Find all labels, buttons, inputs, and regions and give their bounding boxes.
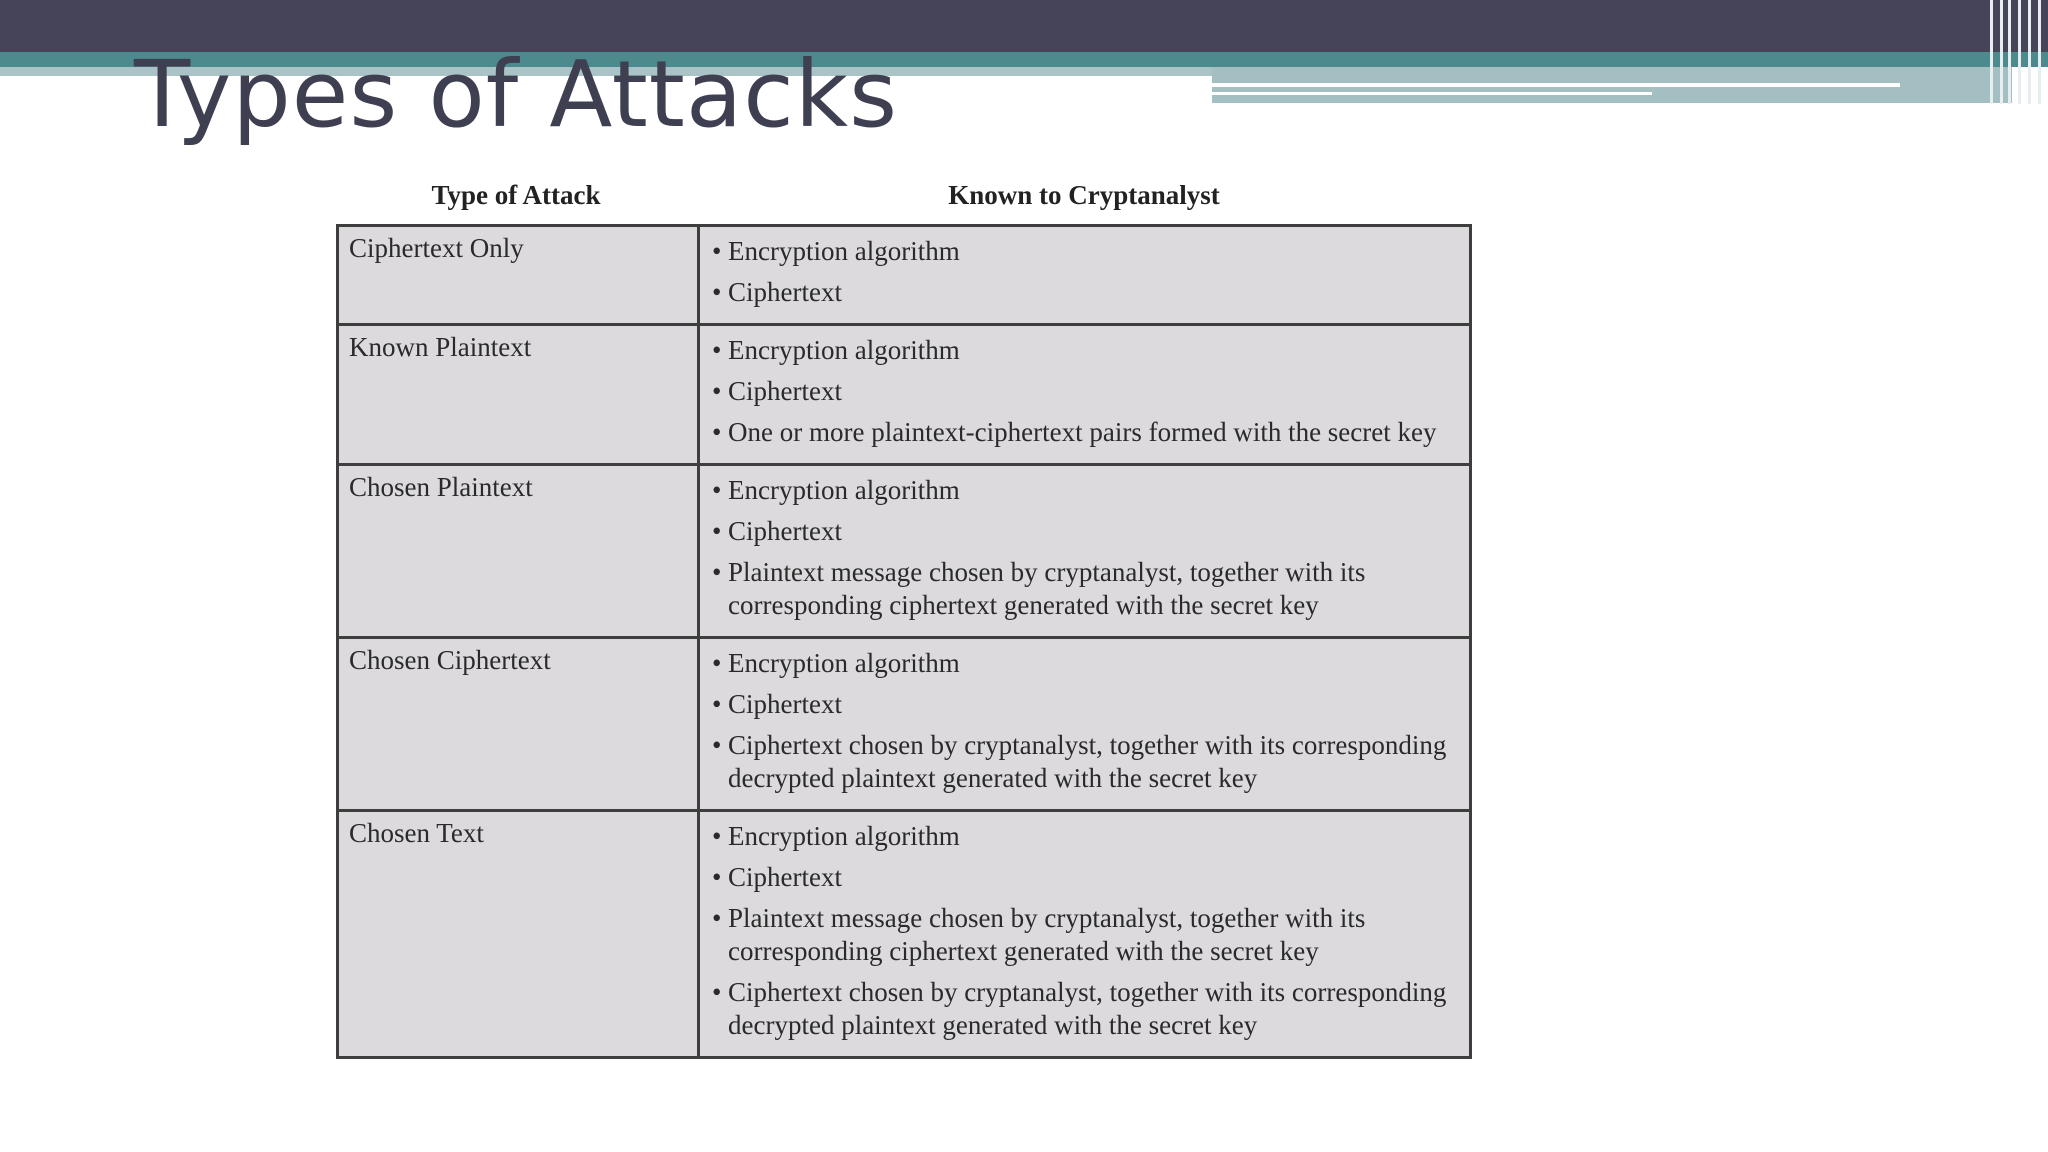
known-info-list <box>710 235 1459 309</box>
known-info-item: • Encryption algorithm <box>710 235 1459 268</box>
header-line <box>1212 92 1652 95</box>
table-row <box>338 226 1471 325</box>
known-info-item: • Ciphertext <box>710 515 1459 548</box>
header-line <box>1212 83 1900 87</box>
known-info-cell <box>699 226 1471 325</box>
attack-type-cell: Chosen Plaintext <box>338 465 699 638</box>
attack-type-cell: Chosen Text <box>338 811 699 1058</box>
known-info-item: • Plaintext message chosen by cryptanalyst, together with its corresponding ciphertext generated with the secret key <box>710 556 1459 622</box>
known-info-item: • Plaintext message chosen by cryptanalyst, together with its corresponding ciphertext generated with the secret key <box>710 902 1459 968</box>
table-column-headers <box>336 178 1472 224</box>
known-info-item: • Ciphertext <box>710 276 1459 309</box>
known-info-item: • Ciphertext chosen by cryptanalyst, together with its corresponding decrypted plaintext generated with the secret key <box>710 729 1459 795</box>
known-info-item: • Encryption algorithm <box>710 820 1459 853</box>
known-info-item: • Encryption algorithm <box>710 647 1459 680</box>
known-info-cell <box>699 811 1471 1058</box>
table-row <box>338 465 1471 638</box>
known-info-item: • Ciphertext <box>710 375 1459 408</box>
attack-type-cell: Known Plaintext <box>338 325 699 465</box>
column-header-type: Type of Attack <box>431 180 601 210</box>
known-info-item: • Ciphertext <box>710 688 1459 721</box>
known-info-list <box>710 820 1459 1042</box>
known-info-list <box>710 647 1459 795</box>
known-info-item: • Ciphertext chosen by cryptanalyst, together with its corresponding decrypted plaintext generated with the secret key <box>710 976 1459 1042</box>
known-info-cell <box>699 465 1471 638</box>
attacks-table-body <box>338 226 1471 1058</box>
attack-type-cell: Chosen Ciphertext <box>338 638 699 811</box>
table-row <box>338 638 1471 811</box>
attack-type-cell: Ciphertext Only <box>338 226 699 325</box>
known-info-cell <box>699 638 1471 811</box>
known-info-item: • Encryption algorithm <box>710 334 1459 367</box>
column-header-known: Known to Cryptanalyst <box>948 180 1220 210</box>
known-info-item: • One or more plaintext-ciphertext pairs formed with the secret key <box>710 416 1459 449</box>
slide-title: Types of Attacks <box>134 41 899 148</box>
known-info-list <box>710 334 1459 449</box>
table-row <box>338 811 1471 1058</box>
known-info-item: • Ciphertext <box>710 861 1459 894</box>
known-info-cell <box>699 325 1471 465</box>
attacks-table-container <box>336 178 1472 1059</box>
known-info-list <box>710 474 1459 622</box>
table-row <box>338 325 1471 465</box>
known-info-item: • Encryption algorithm <box>710 474 1459 507</box>
attacks-table <box>336 224 1472 1059</box>
corner-stripes <box>1986 0 2048 104</box>
